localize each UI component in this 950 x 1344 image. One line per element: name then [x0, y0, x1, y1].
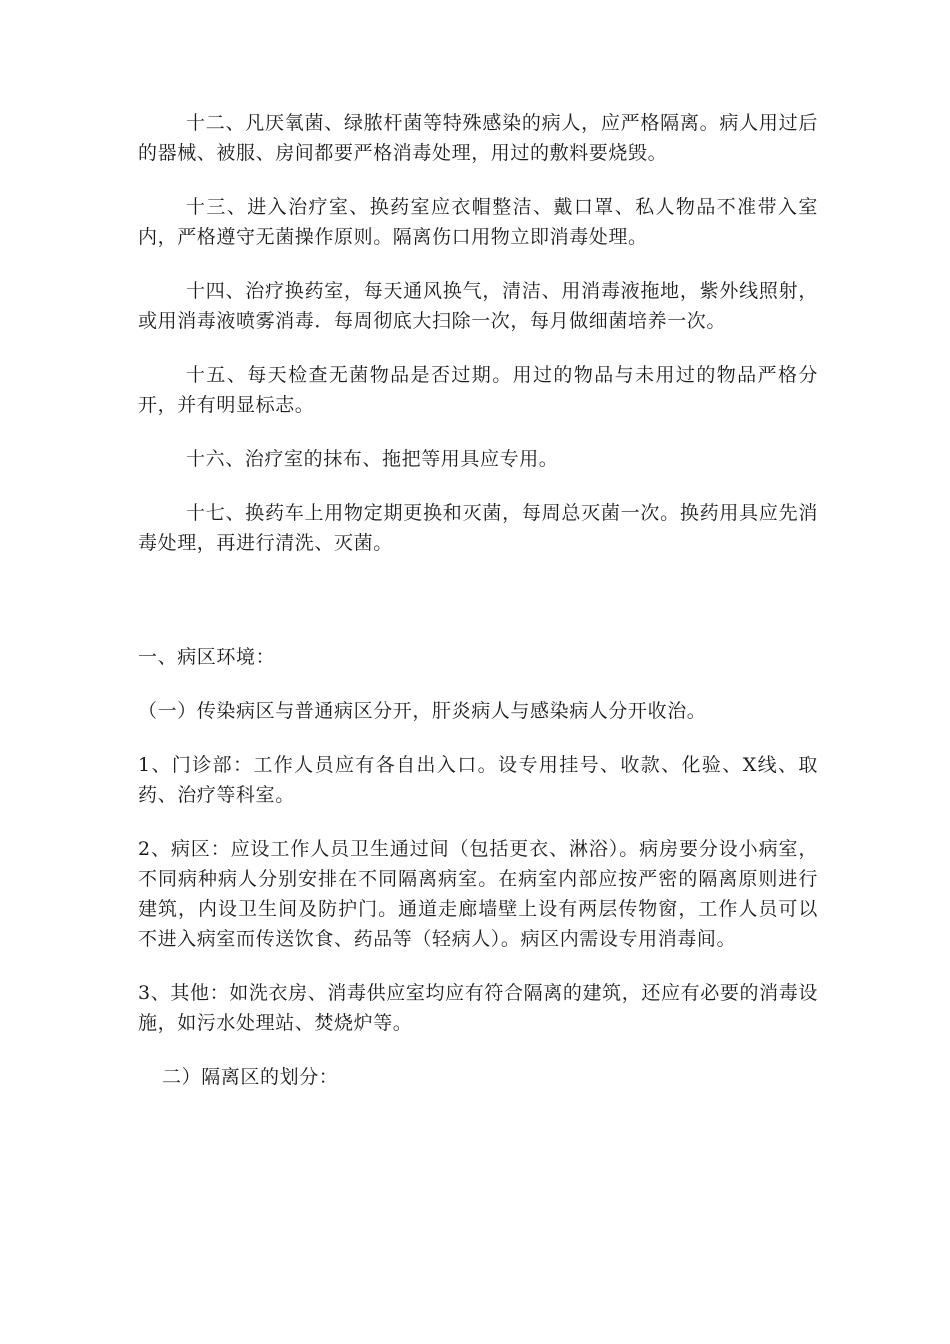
section-subheading: （一）传染病区与普通病区分开，肝炎病人与感染病人分开收治。 — [138, 700, 707, 722]
paragraph-15: 十五、每天检查无菌物品是否过期。用过的物品与未用过的物品严格分开，并有明显标志。 — [138, 364, 818, 416]
list-item-3: 3、其他：如洗衣房、消毒供应室均应有符合隔离的建筑，还应有必要的消毒设施，如污水处理站、焚烧炉等。 — [138, 982, 818, 1034]
list-item-1: 1、门诊部：工作人员应有各自出入口。设专用挂号、收款、化验、X线、取药、治疗等科室。 — [138, 754, 818, 806]
paragraph-13: 十三、进入治疗室、换药室应衣帽整洁、戴口罩、私人物品不准带入室内，严格遵守无菌操作原则。隔离伤口用物立即消毒处理。 — [138, 196, 818, 248]
section-heading: 一、病区环境： — [138, 646, 276, 668]
paragraph-16: 十六、治疗室的抹布、拖把等用具应专用。 — [186, 448, 559, 470]
paragraph-17: 十七、换药车上用物定期更换和灭菌，每周总灭菌一次。换药用具应先消毒处理，再进行清洗、灭菌。 — [138, 502, 818, 554]
paragraph-12: 十二、凡厌氧菌、绿脓杆菌等特殊感染的病人，应严格隔离。病人用过后的器械、被服、房间都要严格消毒处理，用过的敷料要烧毁。 — [138, 112, 818, 164]
document-page — [138, 108, 818, 1092]
section-subheading-2: 二）隔离区的划分： — [162, 1066, 339, 1088]
paragraph-14: 十四、治疗换药室，每天通风换气，清洁、用消毒液拖地，紫外线照射，或用消毒液喷雾消毒．每周彻底大扫除一次，每月做细菌培养一次。 — [138, 280, 818, 332]
list-item-2: 2、病区：应设工作人员卫生通过间（包括更衣、淋浴）。病房要分设小病室，不同病种病人分别安排在不同隔离病室。在病室内部应按严密的隔离原则进行建筑，内设卫生间及防护门。通道走廊墙壁上设有两层传物窗，工作人员可以不进入病室而传送饮食、药品等（轻病人）。病区内需设专用消毒间。 — [138, 838, 818, 950]
